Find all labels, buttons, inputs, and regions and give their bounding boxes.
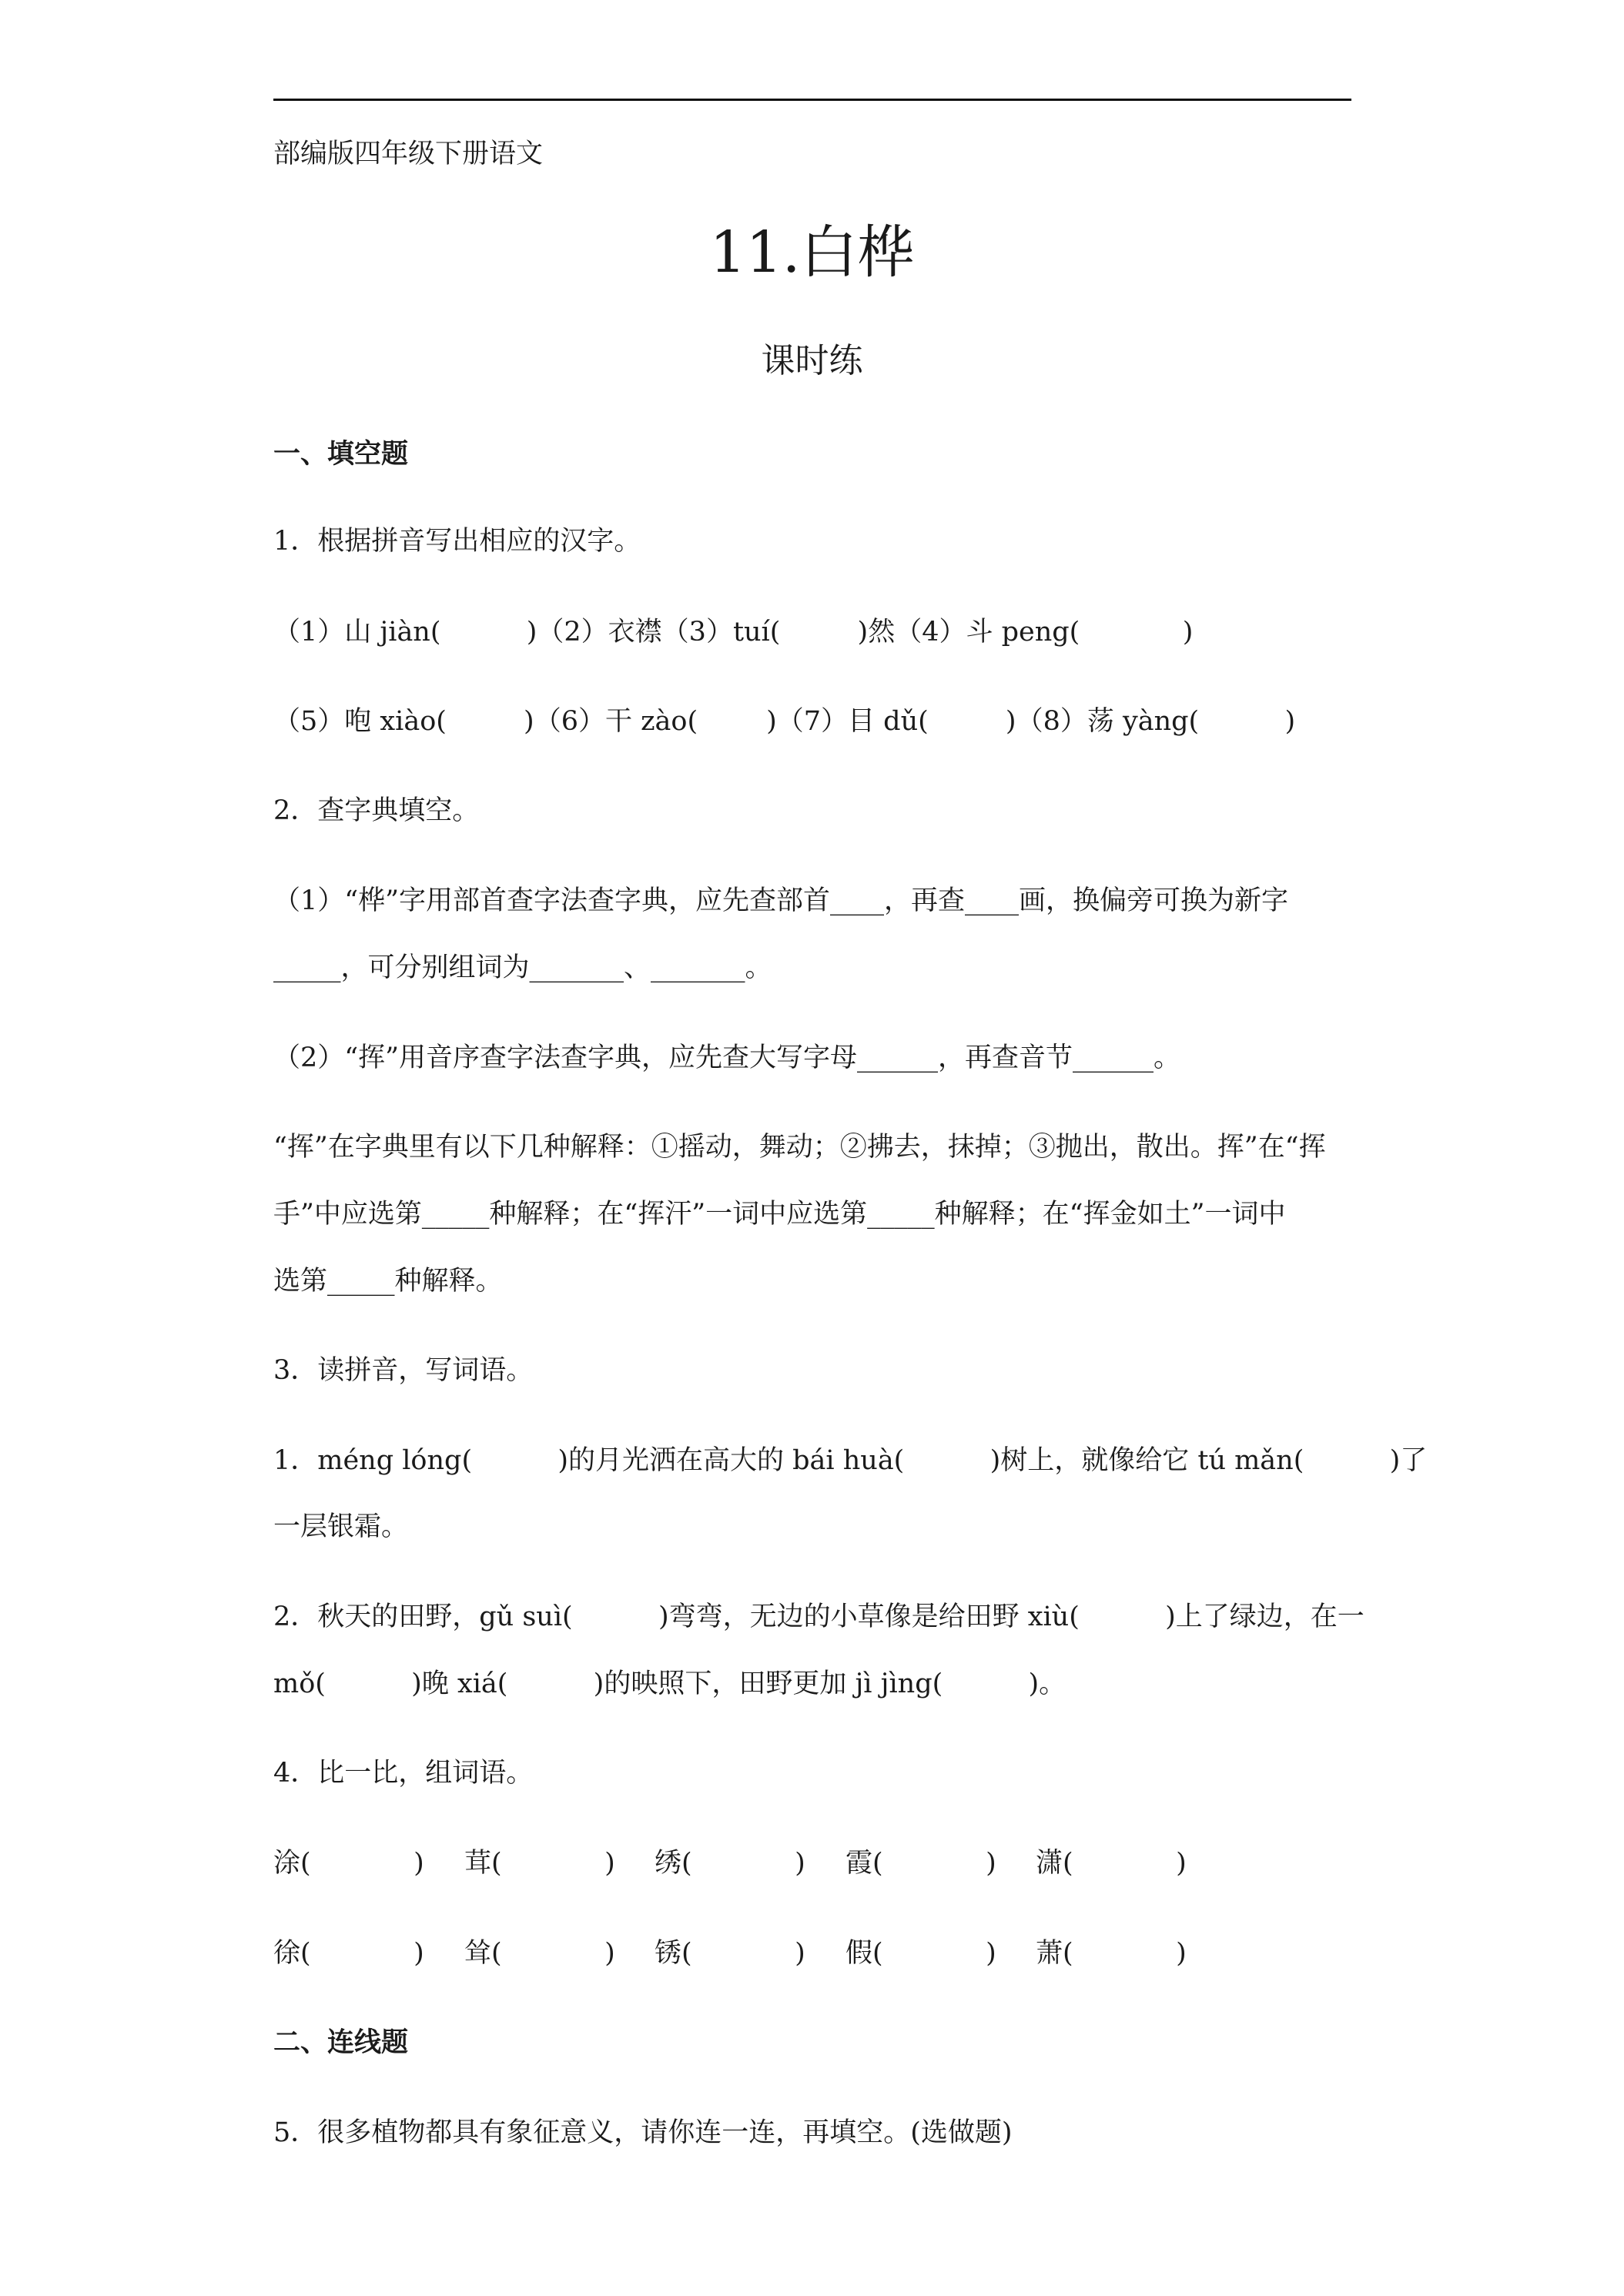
q3-item2-line2: mǒ( )晚 xiá( )的映照下，田野更加 jì jìng( )。 <box>273 1668 1066 1699</box>
q3-item1-line1: 1．méng lóng( )的月光洒在高大的 bái huà( )树上，就像给它 tú mǎn( )了 <box>273 1445 1428 1476</box>
section-heading-fill: 一、填空题 <box>273 438 409 470</box>
q1-prompt: 1．根据拼音写出相应的汉字。 <box>273 526 641 557</box>
q3-prompt: 3．读拼音，写词语。 <box>273 1355 534 1386</box>
q4-row2-cell: 锈( ) <box>655 1938 805 1969</box>
q1-line-2: （5）咆 xiào( )（6）干 zào( )（7）目 dǔ( )（8）荡 yàng( ) <box>273 706 1296 737</box>
q2-part1-line2: _____，可分别组词为_______、_______。 <box>273 952 772 983</box>
page-subtitle: 课时练 <box>761 341 863 380</box>
section-heading-matching: 二、连线题 <box>273 2027 409 2058</box>
q4-prompt: 4．比一比，组词语。 <box>273 1758 534 1789</box>
book-label: 部编版四年级下册语文 <box>273 139 544 169</box>
header-rule <box>273 99 1351 101</box>
page-title: 11.白桦 <box>709 219 915 286</box>
q5-prompt: 5．很多植物都具有象征意义，请你连一连，再填空。(选做题) <box>273 2117 1013 2148</box>
q2-part1-line1: （1）“桦”字用部首查字法查字典，应先查部首____，再查____画，换偏旁可换为新字 <box>273 885 1289 916</box>
q4-row1-cell: 涂( ) <box>273 1848 424 1879</box>
q1-line-1: （1）山 jiàn( )（2）衣襟（3）tuí( )然（4）斗 peng( ) <box>273 617 1194 648</box>
q2-part2: （2）“挥”用音序查字法查字典，应先查大写字母______，再查音节______。 <box>273 1043 1181 1073</box>
q2-part3-line3: 选第_____种解释。 <box>273 1266 503 1297</box>
q2-part3-line2: 手”中应选第_____种解释；在“挥汗”一词中应选第_____种解释；在“挥金如土”一词中 <box>273 1199 1286 1230</box>
q4-row2-cell: 假( ) <box>845 1938 996 1969</box>
q4-row2-cell: 徐( ) <box>273 1938 424 1969</box>
q2-part3-line1: “挥”在字典里有以下几种解释：①摇动，舞动；②拂去，抹掉；③抛出，散出。挥”在“挥 <box>273 1132 1326 1163</box>
q4-row2-cell: 萧( ) <box>1036 1938 1187 1969</box>
q4-row1-cell: 霞( ) <box>845 1848 996 1879</box>
q4-row1-cell: 茸( ) <box>464 1848 615 1879</box>
q2-prompt: 2．查字典填空。 <box>273 795 480 826</box>
q4-row2-cell: 耸( ) <box>464 1938 615 1969</box>
q4-row1-cell: 绣( ) <box>655 1848 805 1879</box>
q3-item2-line1: 2．秋天的田野，gǔ suì( )弯弯，无边的小草像是给田野 xiù( )上了绿边，在一 <box>273 1602 1364 1632</box>
q3-item1-line2: 一层银霜。 <box>273 1511 409 1542</box>
q4-row1-cell: 潇( ) <box>1036 1848 1187 1879</box>
